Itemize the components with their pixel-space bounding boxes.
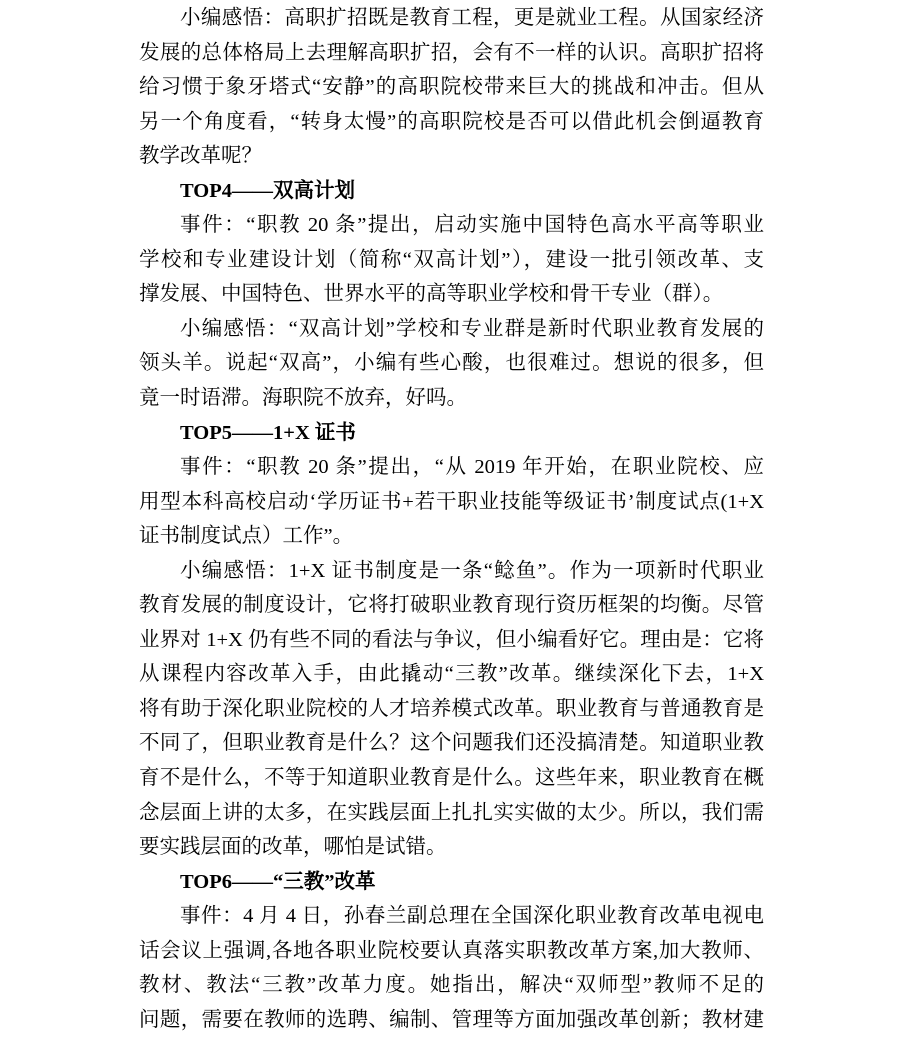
text-line: 领头羊。说起“双高”，小编有些心酸，也很难过。想说的很多，但 xyxy=(139,352,764,375)
text-line: 教育发展的制度设计，它将打破职业教育现行资历框架的均衡。尽管 xyxy=(139,594,764,617)
text-line: 话会议上强调,各地各职业院校要认真落实职教改革方案,加大教师、 xyxy=(139,939,764,962)
section-heading: TOP6——“三教”改革 xyxy=(180,870,376,893)
text-line: 学校和专业建设计划（简称“双高计划”），建设一批引领改革、支 xyxy=(139,248,764,271)
text-line: 从课程内容改革入手，由此撬动“三教”改革。继续深化下去，1+X xyxy=(139,663,764,686)
text-line: 事件：4 月 4 日，孙春兰副总理在全国深化职业教育改革电视电 xyxy=(180,905,764,928)
text-line: 竟一时语滞。海职院不放弃，好吗。 xyxy=(139,387,467,410)
text-line: 撑发展、中国特色、世界水平的高等职业学校和骨干专业（群）。 xyxy=(139,283,724,306)
text-line: 事件：“职教 20 条”提出，启动实施中国特色高水平高等职业 xyxy=(180,214,764,237)
text-line: 问题，需要在教师的选聘、编制、管理等方面加强改革创新；教材建 xyxy=(139,1008,764,1031)
text-line: 业界对 1+X 仍有些不同的看法与争议，但小编看好它。理由是：它将 xyxy=(139,628,764,651)
text-line: 小编感悟：“双高计划”学校和专业群是新时代职业教育发展的 xyxy=(180,317,764,340)
text-line: 给习惯于象牙塔式“安静”的高职院校带来巨大的挑战和冲击。但从 xyxy=(139,76,764,99)
text-line: 育不是什么，不等于知道职业教育是什么。这些年来，职业教育在概 xyxy=(139,767,764,790)
text-line: 发展的总体格局上去理解高职扩招，会有不一样的认识。高职扩招将 xyxy=(139,41,764,64)
text-line: 用型本科高校启动‘学历证书+若干职业技能等级证书’制度试点(1+X xyxy=(139,490,764,513)
section-heading: TOP4——双高计划 xyxy=(180,179,356,202)
text-line: 证书制度试点）工作”。 xyxy=(139,525,354,548)
text-line: 教学改革呢？ xyxy=(139,145,262,168)
text-line: 小编感悟：高职扩招既是教育工程，更是就业工程。从国家经济 xyxy=(180,7,764,29)
text-line: 将有助于深化职业院校的人才培养模式改革。职业教育与普通教育是 xyxy=(139,697,764,720)
text-line: 小编感悟：1+X 证书制度是一条“鲶鱼”。作为一项新时代职业 xyxy=(180,559,764,582)
text-line: 念层面上讲的太多，在实践层面上扎扎实实做的太少。所以，我们需 xyxy=(139,801,764,824)
text-line: 不同了，但职业教育是什么？这个问题我们还没搞清楚。知道职业教 xyxy=(139,732,764,755)
text-column xyxy=(139,1,764,1037)
section-heading: TOP5——1+X 证书 xyxy=(180,421,356,444)
text-line: 另一个角度看，“转身太慢”的高职院校是否可以借此机会倒逼教育 xyxy=(139,110,764,133)
text-line: 教材、教法“三教”改革力度。她指出，解决“双师型”教师不足的 xyxy=(139,974,764,997)
text-line: 要实践层面的改革，哪怕是试错。 xyxy=(139,836,447,859)
text-line: 事件：“职教 20 条”提出，“从 2019 年开始，在职业院校、应 xyxy=(180,456,764,479)
